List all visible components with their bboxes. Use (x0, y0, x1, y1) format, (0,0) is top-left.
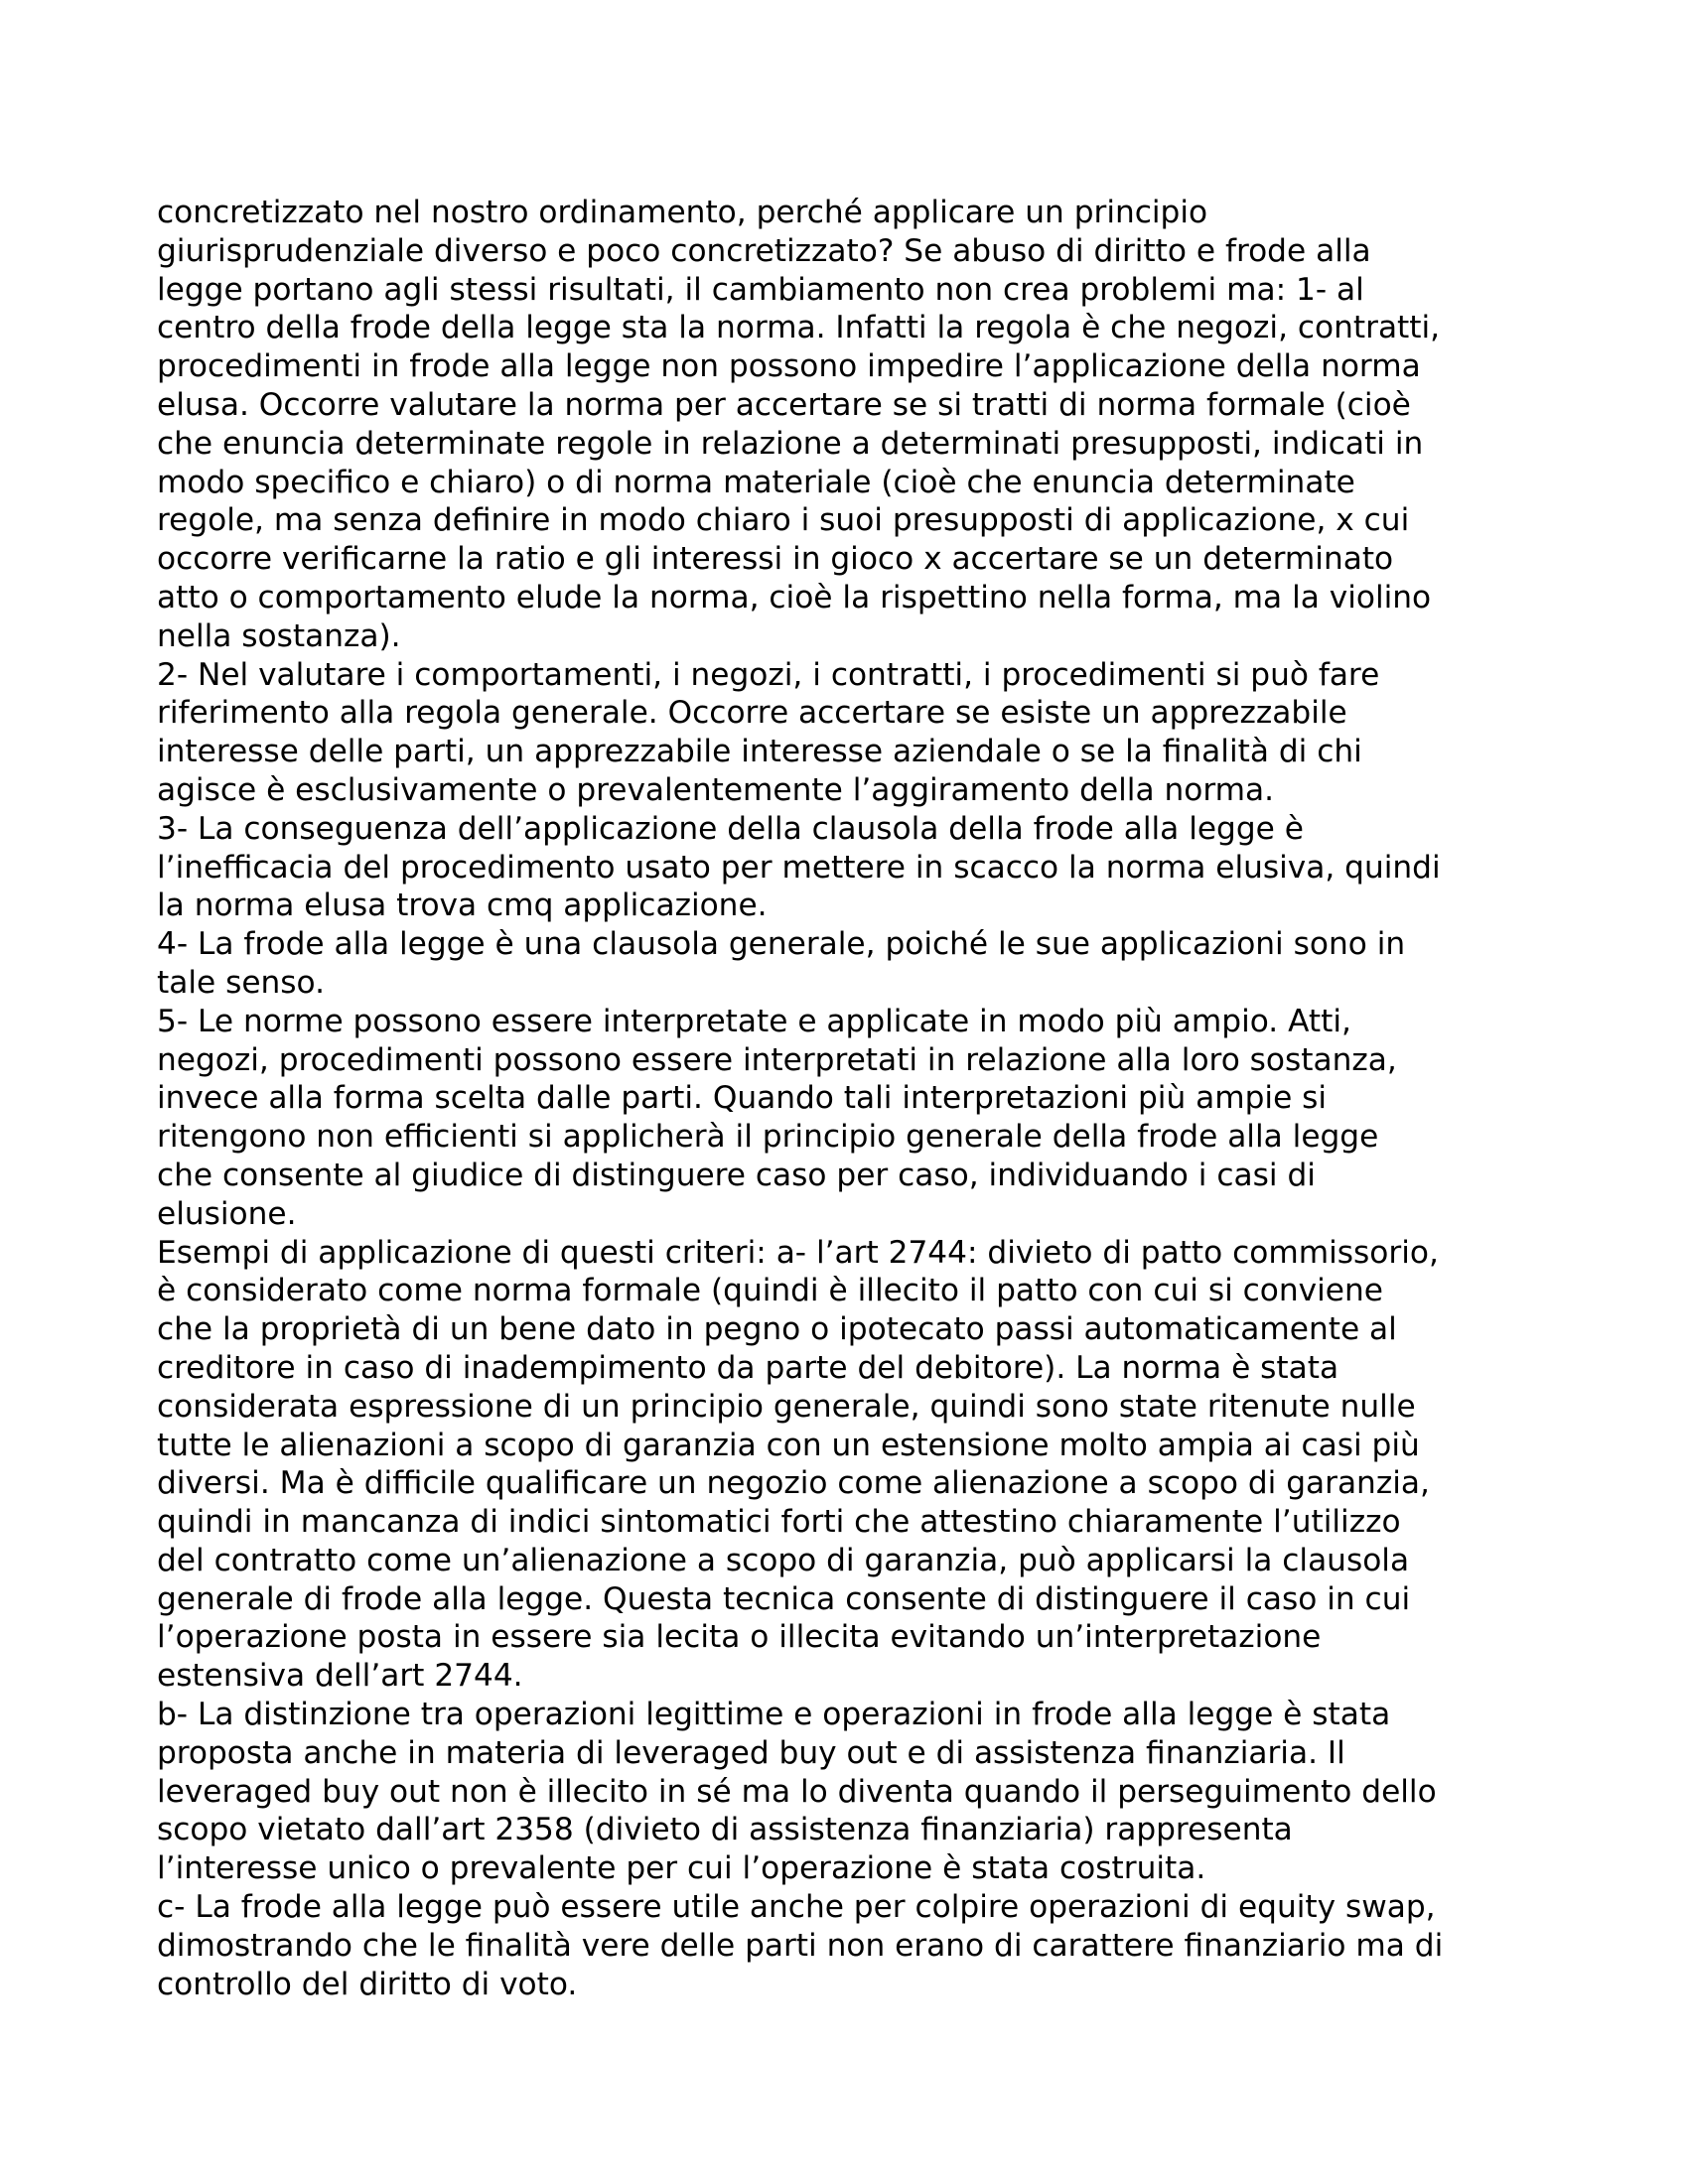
text-line: l’interesse unico o prevalente per cui l’operazione è stata costruita. (157, 1850, 1206, 1887)
text-line: tale senso. (157, 964, 326, 1001)
text-line: diversi. Ma è difficile qualificare un negozio come alienazione a scopo di garanzia, (157, 1465, 1430, 1502)
text-line: creditore in caso di inadempimento da parte del debitore). La norma è stata (157, 1349, 1339, 1386)
text-line: 4- La frode alla legge è una clausola generale, poiché le sue applicazioni sono in (157, 926, 1406, 963)
text-line: regole, ma senza definire in modo chiaro i suoi presupposti di applicazione, x cui (157, 502, 1410, 539)
text-line: generale di frode alla legge. Questa tecnica consente di distinguere il caso in cui (157, 1580, 1411, 1617)
text-line: Esempi di applicazione di questi criteri: a- l’art 2744: divieto di patto commissorio, (157, 1234, 1439, 1271)
text-line: considerata espressione di un principio generale, quindi sono state ritenute nulle (157, 1388, 1416, 1425)
document-body (157, 194, 1547, 2003)
text-line: l’operazione posta in essere sia lecita o illecita evitando un’interpretazione (157, 1619, 1322, 1656)
text-line: b- La distinzione tra operazioni legittime e operazioni in frode alla legge è stata (157, 1697, 1391, 1733)
text-line: leveraged buy out non è illecito in sé ma lo diventa quando il perseguimento dello (157, 1773, 1437, 1810)
text-line: elusione. (157, 1195, 297, 1232)
text-line: dimostrando che le finalità vere delle parti non erano di carattere finanziario ma di (157, 1927, 1444, 1964)
text-line: estensiva dell’art 2744. (157, 1658, 523, 1695)
text-line: concretizzato nel nostro ordinamento, perché applicare un principio (157, 195, 1208, 230)
text-line: nella sostanza). (157, 617, 401, 654)
text-line: c- La frode alla legge può essere utile anche per colpire operazioni di equity swap, (157, 1889, 1436, 1926)
text-line: elusa. Occorre valutare la norma per accertare se si tratti di norma formale (cioè (157, 386, 1411, 423)
text-line: atto o comportamento elude la norma, cioè la rispettino nella forma, ma la violino (157, 579, 1432, 615)
text-line: 3- La conseguenza dell’applicazione della clausola della frode alla legge è (157, 810, 1304, 847)
text-line: interesse delle parti, un apprezzabile interesse aziendale o se la finalità di chi (157, 734, 1362, 770)
text-line: che enuncia determinate regole in relazione a determinati presupposti, indicati in (157, 425, 1424, 462)
text-line: è considerato come norma formale (quindi è illecito il patto con cui si conviene (157, 1273, 1383, 1309)
text-line: che la proprietà di un bene dato in pegno o ipotecato passi automaticamente al (157, 1311, 1397, 1348)
text-line: ritengono non efficienti si applicherà il principio generale della frode alla legge (157, 1119, 1379, 1156)
text-line: invece alla forma scelta dalle parti. Quando tali interpretazioni più ampie si (157, 1080, 1328, 1117)
text-line: negozi, procedimenti possono essere interpretati in relazione alla loro sostanza, (157, 1041, 1397, 1078)
text-line: 2- Nel valutare i comportamenti, i negozi, i contratti, i procedimenti si può fare (157, 656, 1380, 693)
text-line: procedimenti in frode alla legge non possono impedire l’applicazione della norma (157, 348, 1421, 385)
text-line: 5- Le norme possono essere interpretate e applicate in modo più ampio. Atti, (157, 1003, 1351, 1039)
text-line: centro della frode della legge sta la norma. Infatti la regola è che negozi, contratti, (157, 310, 1441, 346)
text-line: modo specifico e chiaro) o di norma materiale (cioè che enuncia determinate (157, 464, 1355, 500)
text-line: giurisprudenziale diverso e poco concretizzato? Se abuso di diritto e frode alla (157, 232, 1371, 269)
text-line: quindi in mancanza di indici sintomatici forti che attestino chiaramente l’utilizzo (157, 1504, 1401, 1541)
text-line: scopo vietato dall’art 2358 (divieto di assistenza finanziaria) rappresenta (157, 1812, 1293, 1848)
text-line: controllo del diritto di voto. (157, 1966, 578, 2002)
text-line: legge portano agli stessi risultati, il cambiamento non crea problemi ma: 1- al (157, 271, 1364, 308)
text-line: proposta anche in materia di leveraged buy out e di assistenza finanziaria. Il (157, 1734, 1345, 1771)
text-line: riferimento alla regola generale. Occorre accertare se esiste un apprezzabile (157, 695, 1347, 732)
text-line: agisce è esclusivamente o prevalentemente l’aggiramento della norma. (157, 771, 1275, 808)
text-line: che consente al giudice di distinguere caso per caso, individuando i casi di (157, 1157, 1316, 1193)
text-line: occorre verificarne la ratio e gli interessi in gioco x accertare se un determinato (157, 541, 1394, 578)
text-line: l’inefficacia del procedimento usato per mettere in scacco la norma elusiva, quindi (157, 849, 1441, 886)
text-line: del contratto come un’alienazione a scopo di garanzia, può applicarsi la clausola (157, 1542, 1410, 1578)
text-line: la norma elusa trova cmq applicazione. (157, 887, 768, 924)
text-line: tutte le alienazioni a scopo di garanzia con un estensione molto ampia ai casi più (157, 1427, 1420, 1463)
